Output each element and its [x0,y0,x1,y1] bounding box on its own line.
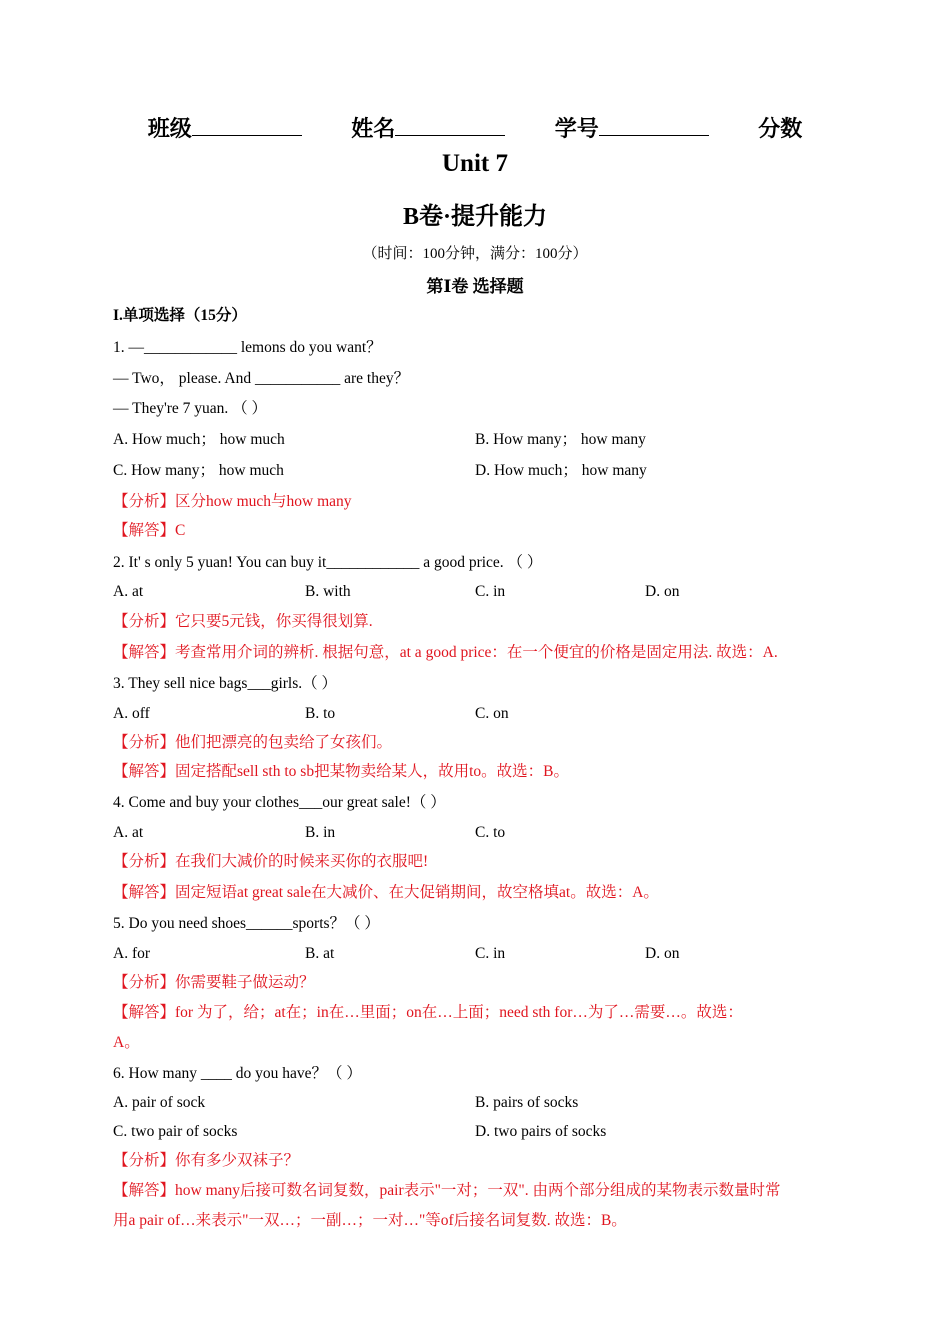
q4-option-a[interactable]: A. at [113,824,144,841]
id-blank[interactable] [599,115,709,136]
q3-option-b[interactable]: B. to [305,705,336,722]
q3-option-a[interactable]: A. off [113,705,150,722]
q4-line-1: 4. Come and buy your clothes___our great sale!（ ） [113,794,446,811]
q6-option-a[interactable]: A. pair of sock [113,1094,206,1111]
q2-option-d[interactable]: D. on [645,583,680,600]
q6-option-d[interactable]: D. two pairs of socks [475,1123,607,1140]
time-note: （时间：100分钟，满分：100分） [362,246,588,262]
q6-option-c[interactable]: C. two pair of socks [113,1123,238,1140]
q6-answer-cont: 用a pair of…来表示"一双…；一副…；一对…"等of后接名词复数. 故选：B。 [113,1212,627,1229]
q2-line-1: 2. It' s only 5 yuan! You can buy it____________ a good price. （ ） [113,554,543,571]
name-label: 姓名 [351,116,396,141]
q1-option-d[interactable]: D. How much； how many [475,462,647,479]
q6-analysis: 【分析】你有多少双袜子？ [113,1152,300,1169]
q2-option-b[interactable]: B. with [305,583,351,600]
section-heading: I.单项选择（15分） [113,307,247,324]
q5-option-a[interactable]: A. for [113,945,151,962]
q2-option-a[interactable]: A. at [113,583,144,600]
q6-line-1: 6. How many ____ do you have？（ ） [113,1065,362,1082]
q3-answer: 【解答】固定搭配sell sth to sb把某物卖给某人，故用to。故选：B。 [113,763,569,780]
score-field [758,112,802,143]
q1-line-1: 1. —____________ lemons do you want？ [113,339,382,356]
q1-answer: 【解答】C [113,522,186,539]
q5-answer: 【解答】for 为了，给；at在；in在…里面；on在…上面；need sth for…为了…需要…。故选： [113,1004,743,1021]
q3-analysis: 【分析】他们把漂亮的包卖给了女孩们。 [113,734,393,751]
q2-analysis: 【分析】它只要5元钱，你买得很划算. [113,613,373,630]
name-field [351,112,505,143]
q4-answer: 【解答】固定短语at great sale在大减价、在大促销期间，故空格填at。故选：A。 [113,884,659,901]
name-blank[interactable] [395,115,505,136]
unit-title: Unit 7 [442,150,508,177]
q4-option-b[interactable]: B. in [305,824,336,841]
q6-answer: 【解答】how many后接可数名词复数，pair表示"一对；一双". 由两个部分组成的某物表示数量时常 [113,1182,781,1199]
student-info-header [0,112,950,143]
q1-line-3: — They're 7 yuan. （ ） [113,400,268,417]
q5-answer-cont: A。 [113,1034,140,1051]
q1-line-2: — Two， please. And ___________ are they？ [113,370,410,387]
q2-answer: 【解答】考查常用介词的辨析. 根据句意，at a good price：在一个便宜的价格是固定用法. 故选：A. [113,644,778,661]
id-label: 学号 [554,116,599,141]
id-field [555,112,709,143]
q3-option-c[interactable]: C. on [475,705,509,722]
q1-option-c[interactable]: C. How many； how much [113,462,284,479]
class-blank[interactable] [192,115,302,136]
class-label: 班级 [147,116,192,141]
q4-analysis: 【分析】在我们大减价的时候来买你的衣服吧! [113,853,429,870]
q1-option-b[interactable]: B. How many； how many [475,431,646,448]
class-field [148,112,302,143]
q5-analysis: 【分析】你需要鞋子做运动？ [113,974,315,991]
paper-subtitle: B卷·提升能力 [402,204,547,230]
q1-analysis: 【分析】区分how much与how many [113,493,352,510]
q1-option-a[interactable]: A. How much； how much [113,431,285,448]
score-label: 分数 [758,116,803,141]
q5-option-d[interactable]: D. on [645,945,680,962]
q6-option-b[interactable]: B. pairs of socks [475,1094,579,1111]
q5-option-b[interactable]: B. at [305,945,335,962]
q2-option-c[interactable]: C. in [475,583,506,600]
q3-line-1: 3. They sell nice bags___girls.（ ） [113,675,338,692]
part-title: 第Ⅰ卷 选择题 [426,277,524,296]
q4-option-c[interactable]: C. to [475,824,506,841]
q5-line-1: 5. Do you need shoes______sports？（ ） [113,915,380,932]
q5-option-c[interactable]: C. in [475,945,506,962]
